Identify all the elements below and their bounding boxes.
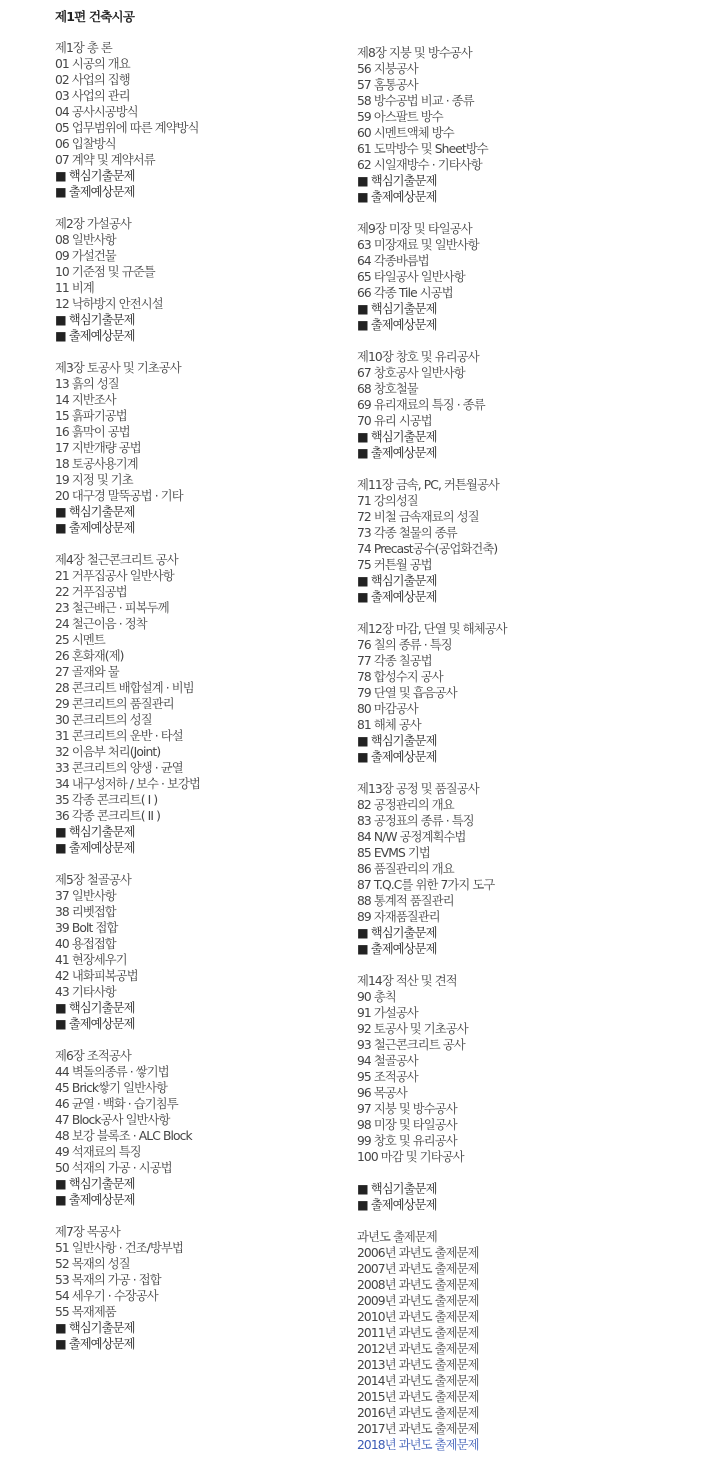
toc-item[interactable]: 21 거푸집공사 일반사항 (55, 569, 174, 583)
toc-item[interactable]: 23 철근배근 · 피복두께 (55, 601, 169, 615)
toc-item[interactable]: 03 사업의 관리 (55, 89, 130, 103)
toc-problem-set[interactable]: ■ 출제예상문제 (55, 1193, 135, 1207)
toc-item[interactable]: 39 Bolt 접합 (55, 921, 118, 935)
chapter-title: 제1장 총 론 (55, 41, 112, 55)
toc-problem-set[interactable]: ■ 핵심기출문제 (55, 313, 135, 327)
chapter-title: 제2장 가설공사 (55, 217, 131, 231)
toc-item[interactable]: 63 미장재료 및 일반사항 (357, 238, 479, 252)
toc-item[interactable]: 45 Brick쌓기 일반사항 (55, 1081, 168, 1095)
toc-item[interactable]: 36 각종 콘크리트( II ) (55, 809, 161, 823)
toc-item[interactable]: 53 목재의 가공 · 접합 (55, 1273, 161, 1287)
toc-item[interactable]: 30 콘크리트의 성질 (55, 713, 152, 727)
toc-item[interactable]: 74 Precast공수(공업화건축) (357, 542, 498, 556)
toc-item[interactable]: 24 철근이음 · 정착 (55, 617, 147, 631)
toc-item[interactable]: 19 지정 및 기초 (55, 473, 133, 487)
toc-problem-set[interactable]: ■ 출제예상문제 (357, 190, 437, 204)
toc-item[interactable]: 46 균열 · 백화 · 습기침투 (55, 1097, 178, 1111)
toc-item[interactable]: 80 마감공사 (357, 702, 418, 716)
chapter-section (357, 973, 657, 1213)
toc-item[interactable]: 81 해체 공사 (357, 718, 421, 732)
toc-problem-set[interactable]: ■ 핵심기출문제 (55, 825, 135, 839)
toc-item[interactable]: 92 토공사 및 기초공사 (357, 1022, 468, 1036)
toc-item[interactable]: 2009년 과년도 출제문제 (357, 1294, 479, 1308)
toc-item[interactable]: 18 토공사용기계 (55, 457, 138, 471)
toc-item[interactable]: 28 콘크리트 배합설계 · 비빔 (55, 681, 194, 695)
toc-item[interactable]: 04 공사시공방식 (55, 105, 138, 119)
toc-item[interactable]: 40 용접접합 (55, 937, 116, 951)
chapter-title: 제6장 조적공사 (55, 1049, 131, 1063)
toc-item-current[interactable]: 2018년 과년도 출제문제 (357, 1438, 479, 1452)
chapter-title: 과년도 출제문제 (357, 1230, 437, 1244)
toc-item[interactable]: 67 창호공사 일반사항 (357, 366, 465, 380)
page-title: 제1편 건축시공 (55, 9, 135, 24)
toc-item[interactable]: 2010년 과년도 출제문제 (357, 1310, 479, 1324)
toc-item[interactable]: 38 리벳접합 (55, 905, 116, 919)
toc-item[interactable]: 10 기준점 및 규준틀 (55, 265, 155, 279)
toc-item[interactable]: 34 내구성저하 / 보수 · 보강법 (55, 777, 200, 791)
toc-item[interactable]: 01 시공의 개요 (55, 57, 130, 71)
toc-item[interactable]: 20 대구경 말뚝공법 · 기타 (55, 489, 183, 503)
toc-item[interactable]: 47 Block공사 일반사항 (55, 1113, 170, 1127)
chapter-title: 제3장 토공사 및 기초공사 (55, 361, 181, 375)
toc-item[interactable]: 26 혼화재(제) (55, 649, 124, 663)
toc-problem-set[interactable]: ■ 출제예상문제 (357, 590, 437, 604)
spacer (357, 1165, 657, 1181)
toc-item[interactable]: 44 벽돌의종류 · 쌓기법 (55, 1065, 169, 1079)
chapter-section (55, 552, 355, 856)
toc-problem-set[interactable]: ■ 핵심기출문제 (55, 1321, 135, 1335)
toc-item[interactable]: 77 각종 칠공법 (357, 654, 432, 668)
toc-item[interactable]: 78 합성수지 공사 (357, 670, 443, 684)
chapter-title: 제10장 창호 및 유리공사 (357, 350, 479, 364)
chapter-section (55, 216, 355, 344)
toc-item[interactable]: 11 비계 (55, 281, 94, 295)
toc-problem-set[interactable]: ■ 핵심기출문제 (55, 1001, 135, 1015)
toc-item[interactable]: 43 기타사항 (55, 985, 116, 999)
toc-item[interactable]: 2011년 과년도 출제문제 (357, 1326, 479, 1340)
toc-item[interactable]: 100 마감 및 기타공사 (357, 1150, 464, 1164)
chapter-title: 제8장 지붕 및 방수공사 (357, 46, 472, 60)
chapter-section (357, 221, 657, 333)
toc-item[interactable]: 87 T.Q.C를 위한 7가지 도구 (357, 878, 495, 892)
toc-item[interactable]: 07 계약 및 계약서류 (55, 153, 155, 167)
chapter-title: 제13장 공정 및 품질공사 (357, 782, 479, 796)
toc-item[interactable]: 2015년 과년도 출제문제 (357, 1390, 479, 1404)
chapter-section (357, 45, 657, 205)
toc-item[interactable]: 41 현장세우기 (55, 953, 127, 967)
toc-item[interactable]: 58 방수공법 비교 · 종류 (357, 94, 474, 108)
toc-item[interactable]: 54 세우기 · 수장공사 (55, 1289, 158, 1303)
chapter-section (357, 781, 657, 957)
toc-problem-set[interactable]: ■ 출제예상문제 (357, 942, 437, 956)
toc-problem-set[interactable]: ■ 출제예상문제 (357, 750, 437, 764)
toc-left-column (55, 40, 355, 1368)
toc-item[interactable]: 71 강의성질 (357, 494, 418, 508)
toc-item[interactable]: 2007년 과년도 출제문제 (357, 1262, 479, 1276)
toc-item[interactable]: 79 단열 및 흡음공사 (357, 686, 457, 700)
toc-problem-set[interactable]: ■ 핵심기출문제 (357, 574, 437, 588)
chapter-section (55, 1224, 355, 1352)
toc-item[interactable]: 99 창호 및 유리공사 (357, 1134, 457, 1148)
toc-problem-set[interactable]: ■ 출제예상문제 (55, 1337, 135, 1351)
chapter-title: 제12장 마감, 단열 및 해체공사 (357, 622, 507, 636)
toc-item[interactable]: 94 철골공사 (357, 1054, 418, 1068)
toc-item[interactable]: 96 목공사 (357, 1086, 407, 1100)
toc-item[interactable]: 89 자재품질관리 (357, 910, 440, 924)
toc-item[interactable]: 08 일반사항 (55, 233, 116, 247)
toc-item[interactable]: 75 커튼월 공법 (357, 558, 432, 572)
toc-item[interactable]: 02 사업의 집행 (55, 73, 130, 87)
toc-item[interactable]: 51 일반사항 · 건조/방부법 (55, 1241, 183, 1255)
toc-item[interactable]: 95 조적공사 (357, 1070, 418, 1084)
toc-item[interactable]: 09 가설건물 (55, 249, 116, 263)
toc-item[interactable]: 59 아스팔트 방수 (357, 110, 443, 124)
toc-item[interactable]: 2014년 과년도 출제문제 (357, 1374, 479, 1388)
toc-item[interactable]: 14 지반조사 (55, 393, 116, 407)
toc-problem-set[interactable]: ■ 출제예상문제 (357, 446, 437, 460)
toc-item[interactable]: 62 시일재방수 · 기타사항 (357, 158, 482, 172)
toc-item[interactable]: 13 흙의 성질 (55, 377, 119, 391)
toc-item[interactable]: 32 이음부 처리(Joint) (55, 745, 161, 759)
toc-item[interactable]: 65 타일공사 일반사항 (357, 270, 465, 284)
toc-item[interactable]: 55 목재제품 (55, 1305, 116, 1319)
toc-item[interactable]: 83 공정표의 종류 · 특징 (357, 814, 474, 828)
toc-item[interactable]: 98 미장 및 타일공사 (357, 1118, 457, 1132)
toc-problem-set[interactable]: ■ 핵심기출문제 (55, 1177, 135, 1191)
toc-problem-set[interactable]: ■ 출제예상문제 (55, 521, 135, 535)
toc-problem-set[interactable]: ■ 핵심기출문제 (357, 430, 437, 444)
toc-item[interactable]: 29 콘크리트의 품질관리 (55, 697, 174, 711)
toc-item[interactable]: 68 창호철물 (357, 382, 418, 396)
toc-item[interactable]: 88 통계적 품질관리 (357, 894, 454, 908)
toc-item[interactable]: 05 업무범위에 따른 계약방식 (55, 121, 199, 135)
toc-item[interactable]: 35 각종 콘크리트( I ) (55, 793, 158, 807)
toc-item[interactable]: 64 각종바름법 (357, 254, 429, 268)
toc-item[interactable]: 61 도막방수 및 Sheet방수 (357, 142, 488, 156)
toc-item[interactable]: 93 철근콘크리트 공사 (357, 1038, 465, 1052)
chapter-title: 제7장 목공사 (55, 1225, 120, 1239)
chapter-section (357, 621, 657, 765)
toc-item[interactable]: 12 낙하방지 안전시설 (55, 297, 163, 311)
toc-item[interactable]: 2016년 과년도 출제문제 (357, 1406, 479, 1420)
toc-problem-set[interactable]: ■ 출제예상문제 (357, 318, 437, 332)
toc-right-column (357, 45, 657, 1469)
toc-item[interactable]: 56 지붕공사 (357, 62, 418, 76)
chapter-section (357, 349, 657, 461)
toc-item[interactable]: 60 시멘트액체 방수 (357, 126, 454, 140)
toc-item[interactable]: 85 EVMS 기법 (357, 846, 430, 860)
toc-item[interactable]: 48 보강 블록조 · ALC Block (55, 1129, 192, 1143)
toc-problem-set[interactable]: ■ 핵심기출문제 (357, 1182, 437, 1196)
toc-item[interactable]: 91 가설공사 (357, 1006, 418, 1020)
toc-item[interactable]: 31 콘크리트의 운반 · 타설 (55, 729, 183, 743)
chapter-section (357, 477, 657, 605)
toc-problem-set[interactable]: ■ 출제예상문제 (55, 185, 135, 199)
toc-item[interactable]: 2012년 과년도 출제문제 (357, 1342, 479, 1356)
toc-item[interactable]: 76 칠의 종류 · 특징 (357, 638, 452, 652)
toc-item[interactable]: 69 유리재료의 특징 · 종류 (357, 398, 485, 412)
toc-problem-set[interactable]: ■ 핵심기출문제 (357, 302, 437, 316)
toc-item[interactable]: 70 유리 시공법 (357, 414, 432, 428)
toc-item[interactable]: 72 비철 금속재료의 성질 (357, 510, 479, 524)
toc-problem-set[interactable]: ■ 출제예상문제 (55, 1017, 135, 1031)
toc-problem-set[interactable]: ■ 출제예상문제 (55, 841, 135, 855)
toc-problem-set[interactable]: ■ 핵심기출문제 (55, 169, 135, 183)
toc-item[interactable]: 49 석재료의 특징 (55, 1145, 141, 1159)
toc-item[interactable]: 22 거푸집공법 (55, 585, 127, 599)
toc-item[interactable]: 50 석재의 가공 · 시공법 (55, 1161, 172, 1175)
chapter-section (55, 360, 355, 536)
toc-item[interactable]: 86 품질관리의 개요 (357, 862, 454, 876)
toc-item[interactable]: 2013년 과년도 출제문제 (357, 1358, 479, 1372)
toc-item[interactable]: 52 목재의 성질 (55, 1257, 130, 1271)
chapter-title: 제9장 미장 및 타일공사 (357, 222, 472, 236)
toc-item[interactable]: 33 콘크리트의 양생 · 균열 (55, 761, 183, 775)
toc-problem-set[interactable]: ■ 핵심기출문제 (357, 174, 437, 188)
toc-item[interactable]: 82 공정관리의 개요 (357, 798, 454, 812)
chapter-title: 제5장 철골공사 (55, 873, 131, 887)
chapter-section (55, 40, 355, 200)
toc-problem-set[interactable]: ■ 출제예상문제 (55, 329, 135, 343)
toc-item[interactable]: 06 입찰방식 (55, 137, 116, 151)
toc-item[interactable]: 37 일반사항 (55, 889, 116, 903)
chapter-section (55, 872, 355, 1032)
toc-item[interactable]: 25 시멘트 (55, 633, 105, 647)
toc-item[interactable]: 73 각종 철물의 종류 (357, 526, 457, 540)
toc-item[interactable]: 57 홈통공사 (357, 78, 418, 92)
toc-item[interactable]: 27 골재와 물 (55, 665, 119, 679)
chapter-title: 제14장 적산 및 견적 (357, 974, 457, 988)
toc-item[interactable]: 42 내화피복공법 (55, 969, 138, 983)
toc-item[interactable]: 97 지붕 및 방수공사 (357, 1102, 457, 1116)
chapter-section (55, 1048, 355, 1208)
toc-problem-set[interactable]: ■ 핵심기출문제 (357, 734, 437, 748)
toc-item[interactable]: 2008년 과년도 출제문제 (357, 1278, 479, 1292)
chapter-section (357, 1229, 657, 1453)
toc-item[interactable]: 2017년 과년도 출제문제 (357, 1422, 479, 1436)
chapter-title: 제11장 금속, PC, 커튼월공사 (357, 478, 499, 492)
toc-item[interactable]: 84 N/W 공정계획수법 (357, 830, 466, 844)
chapter-title: 제4장 철근콘크리트 공사 (55, 553, 178, 567)
toc-problem-set[interactable]: ■ 핵심기출문제 (357, 926, 437, 940)
toc-item[interactable]: 16 흙막이 공법 (55, 425, 130, 439)
toc-problem-set[interactable]: ■ 출제예상문제 (357, 1198, 437, 1212)
toc-problem-set[interactable]: ■ 핵심기출문제 (55, 505, 135, 519)
toc-item[interactable]: 15 흙파기공법 (55, 409, 127, 423)
toc-item[interactable]: 17 지반개량 공법 (55, 441, 141, 455)
toc-item[interactable]: 2006년 과년도 출제문제 (357, 1246, 479, 1260)
toc-item[interactable]: 66 각종 Tile 시공법 (357, 286, 453, 300)
toc-item[interactable]: 90 총칙 (357, 990, 396, 1004)
